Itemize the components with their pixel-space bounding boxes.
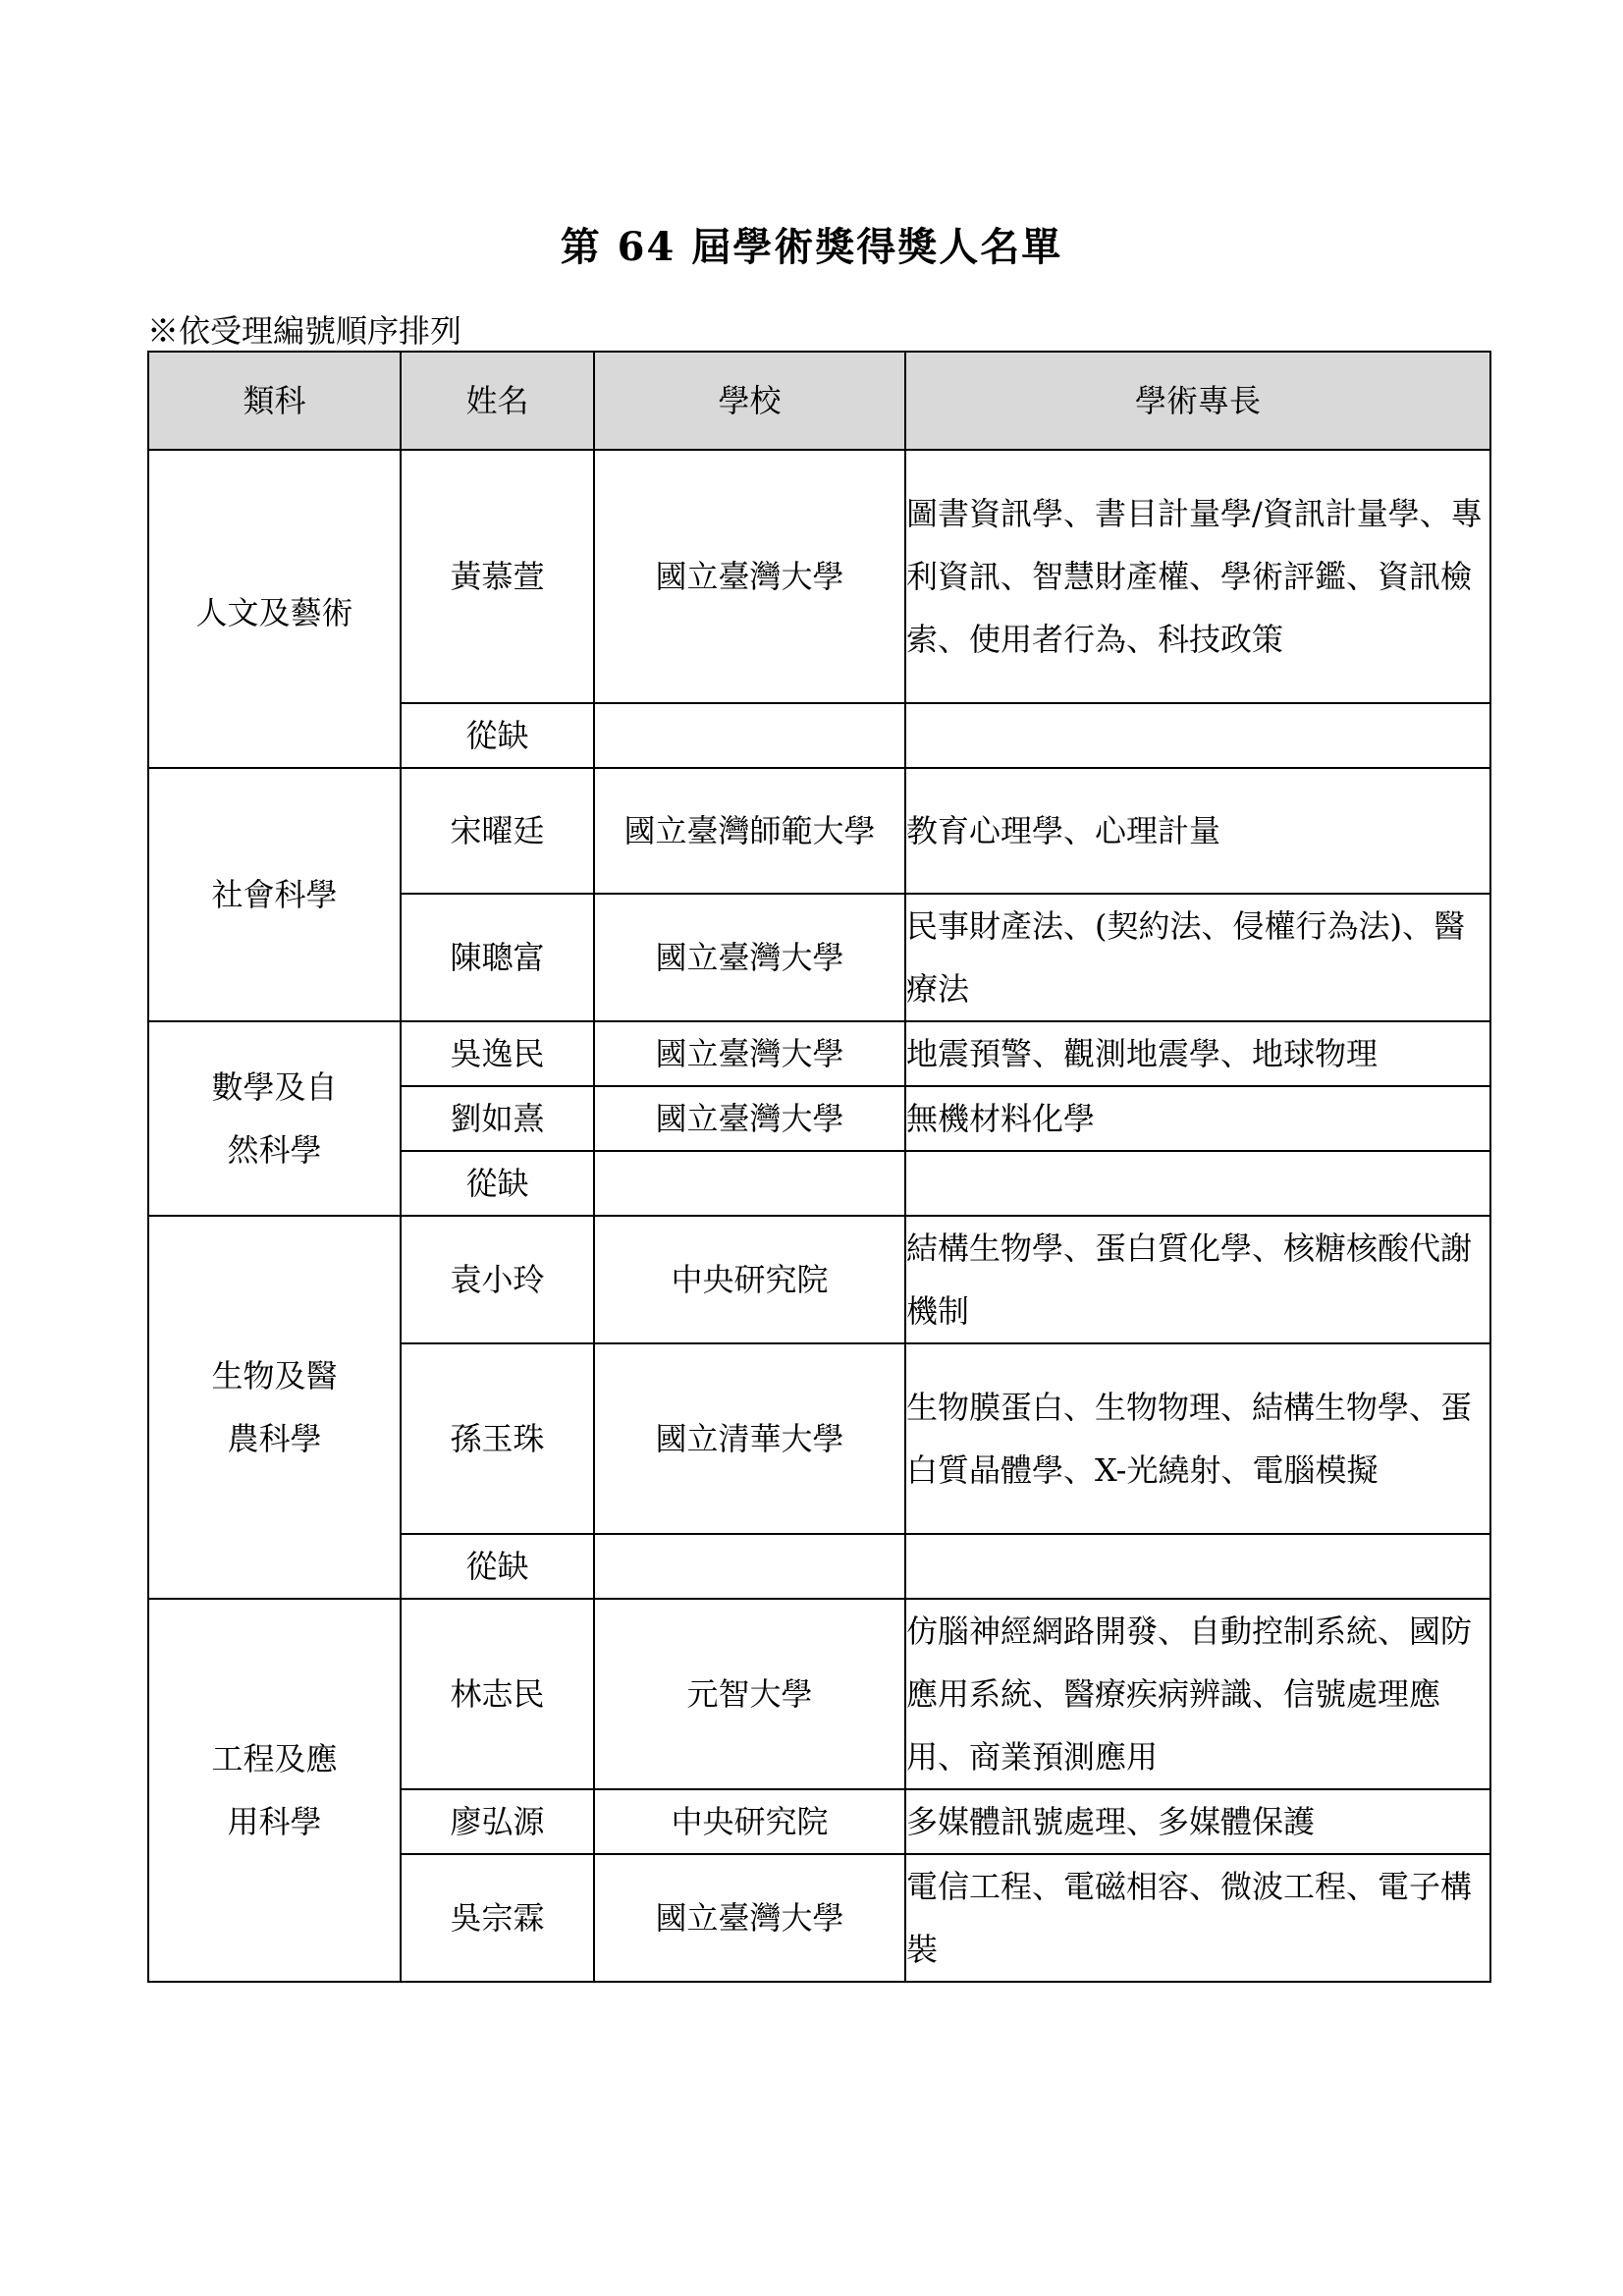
expertise-cell: 仿腦神經網路開發、自動控制系統、國防應用系統、醫療疾病辨識、信號處理應用、商業預測應用 (905, 1599, 1490, 1789)
name-cell: 劉如熹 (401, 1086, 594, 1151)
name-cell: 吳宗霖 (401, 1854, 594, 1982)
school-cell (594, 1151, 905, 1216)
name-cell: 黃慕萱 (401, 450, 594, 703)
name-cell: 孫玉珠 (401, 1343, 594, 1534)
expertise-cell: 無機材料化學 (905, 1086, 1490, 1151)
school-cell: 國立臺灣大學 (594, 1021, 905, 1086)
name-cell: 林志民 (401, 1599, 594, 1789)
awards-table (147, 351, 1491, 1983)
name-cell: 陳聰富 (401, 894, 594, 1021)
table-row (148, 1021, 1490, 1086)
school-cell: 國立清華大學 (594, 1343, 905, 1534)
ordering-note: ※依受理編號順序排列 (147, 312, 462, 350)
expertise-cell (905, 703, 1490, 768)
name-cell: 廖弘源 (401, 1789, 594, 1854)
expertise-cell: 民事財產法、(契約法、侵權行為法)、醫療法 (905, 894, 1490, 1021)
school-cell (594, 703, 905, 768)
header-expertise: 學術專長 (905, 352, 1490, 450)
school-cell: 國立臺灣大學 (594, 1086, 905, 1151)
category-cell: 工程及應用科學 (148, 1599, 401, 1982)
category-cell: 人文及藝術 (148, 450, 401, 768)
category-cell: 數學及自然科學 (148, 1021, 401, 1216)
table-header-row (148, 352, 1490, 450)
expertise-cell: 多媒體訊號處理、多媒體保護 (905, 1789, 1490, 1854)
name-cell: 從缺 (401, 703, 594, 768)
expertise-cell: 生物膜蛋白、生物物理、結構生物學、蛋白質晶體學、X-光繞射、電腦模擬 (905, 1343, 1490, 1534)
table-row (148, 768, 1490, 894)
expertise-cell (905, 1534, 1490, 1599)
school-cell: 國立臺灣大學 (594, 894, 905, 1021)
header-school: 學校 (594, 352, 905, 450)
expertise-cell: 地震預警、觀測地震學、地球物理 (905, 1021, 1490, 1086)
expertise-cell: 電信工程、電磁相容、微波工程、電子構裝 (905, 1854, 1490, 1982)
expertise-cell: 教育心理學、心理計量 (905, 768, 1490, 894)
expertise-cell (905, 1151, 1490, 1216)
document-title: 第 64 屆學術獎得獎人名單 (560, 224, 1063, 270)
table-row (148, 450, 1490, 703)
category-cell: 生物及醫農科學 (148, 1216, 401, 1599)
name-cell: 從缺 (401, 1151, 594, 1216)
name-cell: 從缺 (401, 1534, 594, 1599)
header-category: 類科 (148, 352, 401, 450)
school-cell: 國立臺灣師範大學 (594, 768, 905, 894)
name-cell: 宋曜廷 (401, 768, 594, 894)
school-cell: 元智大學 (594, 1599, 905, 1789)
name-cell: 袁小玲 (401, 1216, 594, 1343)
school-cell: 中央研究院 (594, 1216, 905, 1343)
school-cell: 中央研究院 (594, 1789, 905, 1854)
category-cell: 社會科學 (148, 768, 401, 1021)
table-row (148, 1599, 1490, 1789)
school-cell: 國立臺灣大學 (594, 1854, 905, 1982)
header-name: 姓名 (401, 352, 594, 450)
school-cell: 國立臺灣大學 (594, 450, 905, 703)
expertise-cell: 圖書資訊學、書目計量學/資訊計量學、專利資訊、智慧財產權、學術評鑑、資訊檢索、使用者行為、科技政策 (905, 450, 1490, 703)
name-cell: 吳逸民 (401, 1021, 594, 1086)
expertise-cell: 結構生物學、蛋白質化學、核糖核酸代謝機制 (905, 1216, 1490, 1343)
school-cell (594, 1534, 905, 1599)
table-row (148, 1216, 1490, 1343)
